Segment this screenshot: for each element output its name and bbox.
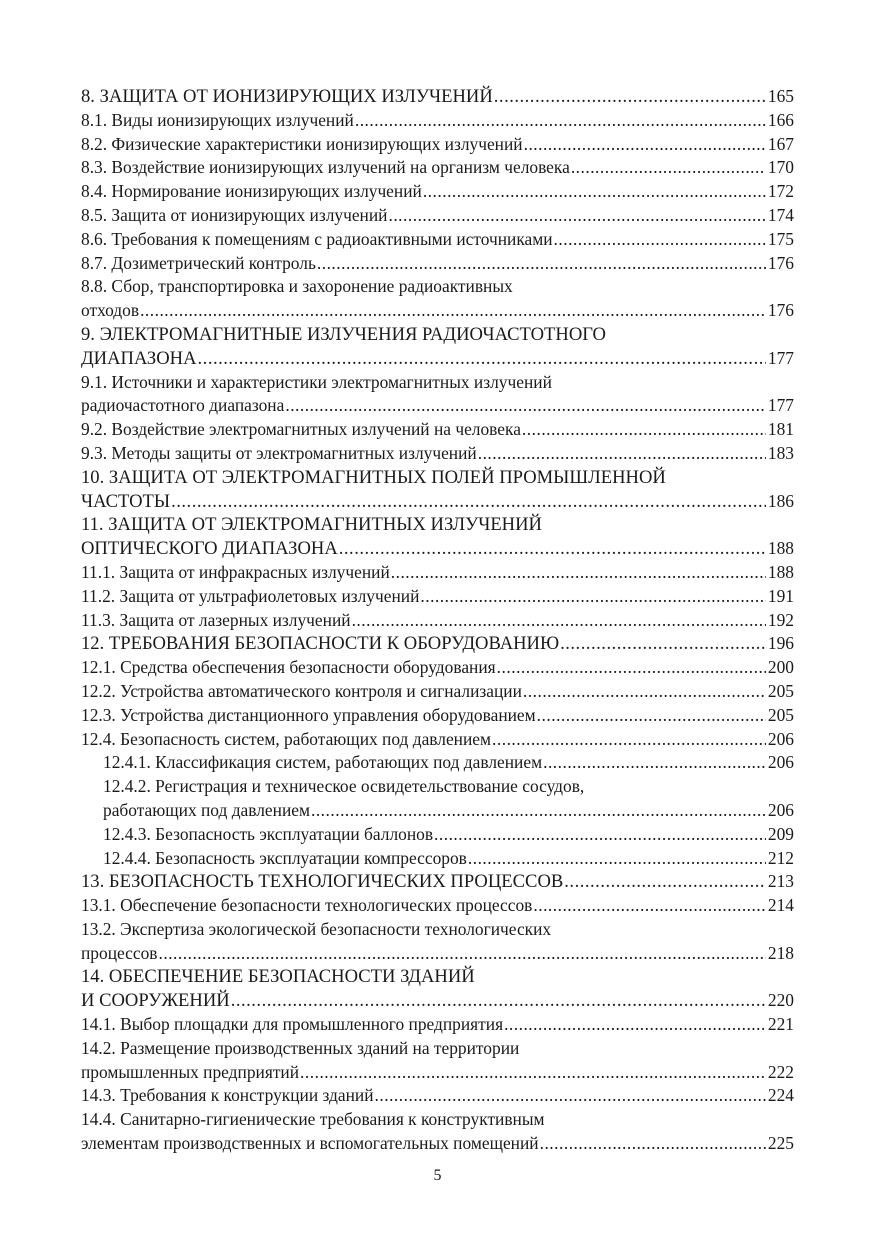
toc-entry	[81, 180, 794, 204]
toc-entry-page: 181	[767, 419, 794, 440]
toc-entry	[81, 513, 794, 561]
dot-leader	[492, 728, 766, 752]
toc-entry	[81, 704, 794, 728]
toc-entry	[81, 751, 794, 775]
toc-entry	[81, 870, 794, 894]
toc-entry-title: 12.4.3. Безопасность эксплуатации баллонов	[103, 823, 434, 844]
toc-entry-row	[81, 894, 794, 918]
toc-entry-title: ДИАПАЗОНА	[81, 347, 197, 369]
toc-entry-row	[81, 1132, 794, 1156]
dot-leader	[497, 656, 766, 680]
toc-entry-row	[81, 942, 794, 966]
dot-leader	[352, 609, 766, 633]
toc-entry-row	[103, 823, 794, 847]
dot-leader	[524, 133, 766, 157]
toc-entry-title: 11.2. Защита от ультрафиолетовых излучений	[81, 585, 420, 606]
toc-entry-row	[81, 347, 794, 371]
toc-entry-title: 8.7. Дозиметрический контроль	[81, 252, 316, 273]
dot-leader	[523, 680, 766, 704]
toc-entry-page: 218	[767, 942, 794, 963]
toc-entry-title: 9.3. Методы защиты от электромагнитных излучений	[81, 442, 477, 463]
dot-leader	[375, 1084, 766, 1108]
dot-leader	[423, 180, 766, 204]
toc-entry-title: 11.3. Защита от лазерных излучений	[81, 609, 351, 630]
toc-entry-row	[103, 751, 794, 775]
toc-entry-row	[81, 537, 794, 561]
toc-entry	[81, 680, 794, 704]
toc-entry-title: 8.3. Воздействие ионизирующих излучений на организм человека	[81, 157, 570, 178]
toc-entry-page: 192	[767, 609, 794, 630]
toc-entry-page: 166	[767, 109, 794, 130]
toc-entry-row	[81, 299, 794, 323]
toc-entry-row	[81, 418, 794, 442]
toc-entry-title: 12.4. Безопасность систем, работающих под давлением	[81, 728, 492, 749]
toc-entry-page: 221	[767, 1014, 794, 1035]
toc-entry-page: 186	[767, 490, 794, 511]
toc-entry-title: ЧАСТОТЫ	[81, 490, 171, 512]
toc-entry-page: 206	[767, 752, 794, 773]
toc-entry-page: 214	[767, 895, 794, 916]
toc-entry-row	[81, 1013, 794, 1037]
toc-entry-page: 225	[767, 1133, 794, 1154]
toc-entry	[81, 156, 794, 180]
toc-entry	[81, 85, 794, 109]
toc-entry-page: 188	[767, 538, 794, 559]
toc-entry	[81, 823, 794, 847]
toc-entry-title: 12.4.1. Классификация систем, работающих под давлением	[103, 752, 543, 773]
toc-entry	[81, 656, 794, 680]
toc-entry-row	[81, 228, 794, 252]
toc-entry-row	[81, 394, 794, 418]
toc-entry-title-line: 14.4. Санитарно-гигиенические требования к конструктивным	[81, 1109, 545, 1130]
dot-leader	[543, 751, 766, 775]
toc-entry-title-line: 9.1. Источники и характеристики электромагнитных излучений	[81, 371, 552, 392]
toc-entry-row	[81, 728, 794, 752]
toc-entry-title: 13.1. Обеспечение безопасности технологических процессов	[81, 895, 533, 916]
dot-leader	[468, 847, 766, 871]
dot-leader	[159, 942, 766, 966]
toc-entry	[81, 609, 794, 633]
toc-entry	[81, 847, 794, 871]
toc-entry	[81, 252, 794, 276]
dot-leader	[171, 490, 766, 514]
toc-entry-title: 8.1. Виды ионизирующих излучений	[81, 109, 354, 130]
toc-entry	[81, 632, 794, 656]
toc-entry-title-line: 11. ЗАЩИТА ОТ ЭЛЕКТРОМАГНИТНЫХ ИЗЛУЧЕНИЙ	[81, 514, 542, 536]
dot-leader	[198, 347, 766, 371]
toc-entry-title: 9.2. Воздействие электромагнитных излучений на человека	[81, 419, 521, 440]
toc-entry-row	[81, 585, 794, 609]
toc-entry-page: 174	[767, 204, 794, 225]
toc-entry-title: работающих под давлением	[103, 799, 310, 820]
dot-leader	[388, 204, 765, 228]
toc-entry-row	[103, 847, 794, 871]
toc-entry-title-line: 14. ОБЕСПЕЧЕНИЕ БЕЗОПАСНОСТИ ЗДАНИЙ	[81, 966, 475, 988]
toc-entry	[81, 918, 794, 966]
toc-entry-title: 12.4.4. Безопасность эксплуатации компрессоров	[103, 847, 467, 868]
dot-leader	[504, 1013, 766, 1037]
toc-entry-page: 188	[767, 561, 794, 582]
toc-entry-page: 176	[767, 300, 794, 321]
toc-entry-row	[103, 799, 794, 823]
toc-entry-page: 224	[767, 1085, 794, 1106]
dot-leader	[533, 894, 766, 918]
toc-entry-title: промышленных предприятий	[81, 1061, 300, 1082]
dot-leader	[478, 442, 766, 466]
toc-entry-title: 8.4. Нормирование ионизирующих излучений	[81, 181, 422, 202]
toc-entry	[81, 371, 794, 419]
dot-leader	[564, 870, 766, 894]
toc-entry-row	[81, 133, 794, 157]
toc-entry-title: 11.1. Защита от инфракрасных излучений	[81, 561, 390, 582]
toc-entry-title: 12. ТРЕБОВАНИЯ БЕЗОПАСНОСТИ К ОБОРУДОВАНИЮ	[81, 633, 560, 655]
toc-entry-page: 205	[767, 704, 794, 725]
toc-entry	[81, 204, 794, 228]
toc-entry	[81, 466, 794, 514]
toc-entry	[81, 965, 794, 1013]
toc-entry-page: 209	[767, 823, 794, 844]
toc-entry-page: 200	[767, 657, 794, 678]
toc-entry-row	[81, 704, 794, 728]
toc-entry-title: 13. БЕЗОПАСНОСТЬ ТЕХНОЛОГИЧЕСКИХ ПРОЦЕССОВ	[81, 871, 564, 893]
toc-entry-row	[81, 680, 794, 704]
toc-entry-row	[81, 989, 794, 1013]
toc-entry-title: 8. ЗАЩИТА ОТ ИОНИЗИРУЮЩИХ ИЗЛУЧЕНИЙ	[81, 86, 493, 107]
toc-entry-title: 12.2. Устройства автоматического контроля и сигнализации	[81, 680, 522, 701]
toc-entry-row	[81, 156, 794, 180]
toc-entry-page: 176	[767, 252, 794, 273]
toc-entry-page: 220	[767, 990, 794, 1011]
toc-entry-title-line: 14.2. Размещение производственных зданий на территории	[81, 1037, 520, 1058]
toc-entry	[81, 775, 794, 823]
toc-entry-page: 205	[767, 680, 794, 701]
toc-entry-row	[81, 561, 794, 585]
toc-entry-title: 8.2. Физические характеристики ионизирующих излучений	[81, 133, 523, 154]
toc-entry-row	[81, 870, 794, 894]
toc-entry-title: процессов	[81, 942, 158, 963]
toc-entry-title: ОПТИЧЕСКОГО ДИАПАЗОНА	[81, 538, 338, 560]
toc-entry-row	[81, 252, 794, 276]
toc-entry-row	[81, 85, 794, 109]
dot-leader	[522, 418, 766, 442]
dot-leader	[554, 228, 766, 252]
toc-entry-title-line: 8.8. Сбор, транспортировка и захоронение радиоактивных	[81, 276, 513, 297]
toc-entry-page: 213	[767, 871, 794, 892]
toc-entry	[81, 228, 794, 252]
toc-entry	[81, 323, 794, 371]
toc-entry-title: 8.5. Защита от ионизирующих излучений	[81, 204, 388, 225]
toc-entry	[81, 109, 794, 133]
toc-entry-page: 172	[767, 181, 794, 202]
toc-entry-title: отходов	[81, 300, 140, 321]
toc-entry-row	[81, 609, 794, 633]
toc-entry-row	[81, 442, 794, 466]
toc-entry-page: 206	[767, 799, 794, 820]
toc-entry-title: 8.6. Требования к помещениям с радиоактивными источниками	[81, 228, 553, 249]
toc-entry-page: 222	[767, 1061, 794, 1082]
toc-entry	[81, 1084, 794, 1108]
dot-leader	[391, 561, 766, 585]
toc-entry-page: 212	[767, 847, 794, 868]
toc-entry	[81, 561, 794, 585]
dot-leader	[494, 85, 766, 109]
toc-entry-page: 175	[767, 228, 794, 249]
toc-entry-row	[81, 204, 794, 228]
toc-entry-row	[81, 1084, 794, 1108]
dot-leader	[420, 585, 766, 609]
toc-entry-title: элементам производственных и вспомогательных помещений	[81, 1133, 539, 1154]
dot-leader	[311, 799, 766, 823]
toc-entry-row	[81, 1061, 794, 1085]
toc-entry-title-line: 9. ЭЛЕКТРОМАГНИТНЫЕ ИЗЛУЧЕНИЯ РАДИОЧАСТОТНОГО	[81, 323, 606, 345]
toc-entry-title: 12.1. Средства обеспечения безопасности оборудования	[81, 657, 496, 678]
toc-entry-page: 167	[767, 133, 794, 154]
toc-entry	[81, 418, 794, 442]
dot-leader	[317, 252, 766, 276]
toc-entry-page: 177	[767, 347, 794, 368]
toc-entry-page: 177	[767, 395, 794, 416]
dot-leader	[571, 156, 766, 180]
toc-entry	[81, 1108, 794, 1156]
page-number: 5	[433, 1167, 442, 1184]
toc-entry-title-line: 13.2. Экспертиза экологической безопасности технологических	[81, 918, 552, 939]
toc-entry-title: 14.3. Требования к конструкции зданий	[81, 1085, 374, 1106]
toc-entry	[81, 275, 794, 323]
toc-entry-row	[81, 109, 794, 133]
table-of-contents	[81, 85, 794, 1156]
toc-entry	[81, 894, 794, 918]
toc-entry-row	[81, 656, 794, 680]
toc-entry-page: 170	[767, 157, 794, 178]
dot-leader	[339, 537, 766, 561]
toc-entry	[81, 585, 794, 609]
toc-entry-title: радиочастотного диапазона	[81, 395, 285, 416]
toc-entry-page: 165	[767, 86, 794, 106]
dot-leader	[355, 109, 766, 133]
toc-entry-page: 183	[767, 442, 794, 463]
toc-entry	[81, 1037, 794, 1085]
toc-entry-page: 206	[767, 728, 794, 749]
dot-leader	[231, 989, 766, 1013]
toc-entry-title-line: 12.4.2. Регистрация и техническое освидетельствование сосудов,	[103, 776, 585, 797]
toc-entry-title: И СООРУЖЕНИЙ	[81, 990, 230, 1012]
toc-entry	[81, 442, 794, 466]
toc-entry	[81, 1013, 794, 1037]
dot-leader	[434, 823, 766, 847]
dot-leader	[540, 1132, 766, 1156]
dot-leader	[560, 632, 766, 656]
dot-leader	[537, 704, 766, 728]
toc-entry-page: 196	[767, 633, 794, 654]
toc-entry	[81, 728, 794, 752]
toc-entry-row	[81, 632, 794, 656]
dot-leader	[300, 1061, 766, 1085]
toc-entry-title: 12.3. Устройства дистанционного управления оборудованием	[81, 704, 536, 725]
dot-leader	[140, 299, 766, 323]
toc-entry-title-line: 10. ЗАЩИТА ОТ ЭЛЕКТРОМАГНИТНЫХ ПОЛЕЙ ПРОМЫШЛЕННОЙ	[81, 466, 666, 488]
dot-leader	[285, 394, 766, 418]
toc-entry-page: 191	[767, 585, 794, 606]
toc-entry	[81, 133, 794, 157]
toc-entry-row	[81, 180, 794, 204]
toc-entry-row	[81, 490, 794, 514]
toc-entry-title: 14.1. Выбор площадки для промышленного предприятия	[81, 1014, 504, 1035]
